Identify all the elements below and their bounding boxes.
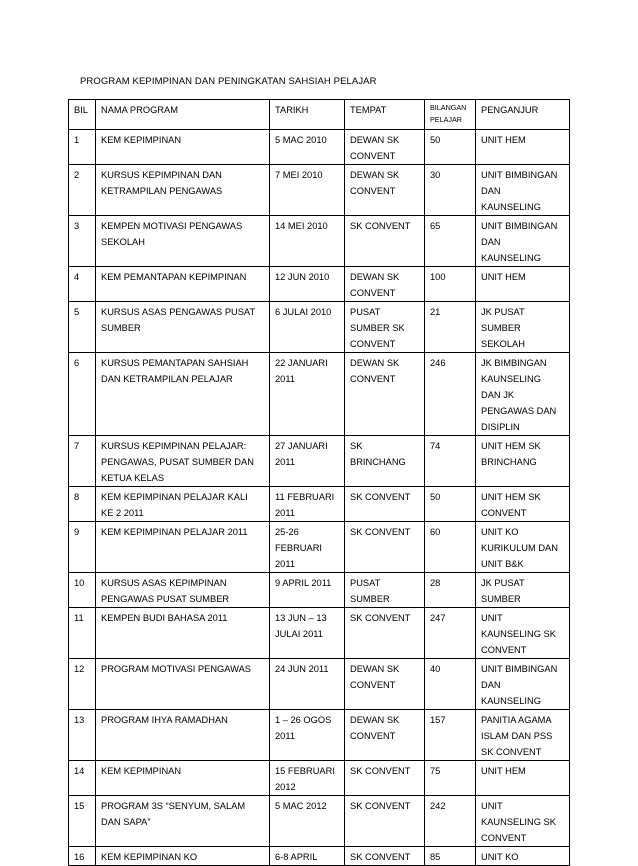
table-row <box>69 165 570 216</box>
table-row <box>69 710 570 761</box>
cell-bil: 11 <box>69 608 96 659</box>
cell-tarikh: 9 APRIL 2011 <box>270 573 345 608</box>
cell-bilangan-pelajar: 30 <box>425 165 476 216</box>
cell-penganjur: PANITIA AGAMA ISLAM DAN PSS SK CONVENT <box>476 710 570 761</box>
table-row <box>69 436 570 487</box>
cell-tarikh: 15 FEBRUARI 2012 <box>270 761 345 796</box>
cell-nama-program: PROGRAM 3S “SENYUM, SALAM DAN SAPA” <box>96 796 270 847</box>
cell-tempat: DEWAN SK CONVENT <box>345 130 425 165</box>
cell-tempat: SK CONVENT <box>345 847 425 866</box>
cell-bilangan-pelajar: 74 <box>425 436 476 487</box>
table-row <box>69 353 570 436</box>
table-row <box>69 302 570 353</box>
cell-penganjur: UNIT KAUNSELING SK CONVENT <box>476 796 570 847</box>
cell-penganjur: UNIT KO KURIKULUM DAN UNIT B&K <box>476 522 570 573</box>
cell-penganjur: JK PUSAT SUMBER SEKOLAH <box>476 302 570 353</box>
cell-tempat: DEWAN SK CONVENT <box>345 353 425 436</box>
table-header-row <box>69 100 570 130</box>
cell-tarikh: 13 JUN – 13 JULAI 2011 <box>270 608 345 659</box>
cell-nama-program: KEM KEPIMPINAN PELAJAR KALI KE 2 2011 <box>96 487 270 522</box>
cell-tarikh: 22 JANUARI 2011 <box>270 353 345 436</box>
cell-tarikh: 1 – 26 OGOS 2011 <box>270 710 345 761</box>
header-penganjur: PENGANJUR <box>476 100 570 130</box>
cell-tarikh: 7 MEI 2010 <box>270 165 345 216</box>
cell-tarikh: 5 MAC 2012 <box>270 796 345 847</box>
cell-penganjur: UNIT HEM SK CONVENT <box>476 487 570 522</box>
cell-bil: 15 <box>69 796 96 847</box>
table-row <box>69 608 570 659</box>
cell-penganjur: UNIT BIMBINGAN DAN KAUNSELING <box>476 165 570 216</box>
cell-penganjur: JK BIMBINGAN KAUNSELING DAN JK PENGAWAS DAN DISIPLIN <box>476 353 570 436</box>
cell-tempat: SK CONVENT <box>345 522 425 573</box>
cell-bilangan-pelajar: 75 <box>425 761 476 796</box>
table-row <box>69 487 570 522</box>
program-table <box>68 99 570 866</box>
cell-tempat: DEWAN SK CONVENT <box>345 710 425 761</box>
cell-bilangan-pelajar: 242 <box>425 796 476 847</box>
cell-bil: 4 <box>69 267 96 302</box>
cell-tempat: DEWAN SK CONVENT <box>345 659 425 710</box>
cell-bilangan-pelajar: 85 <box>425 847 476 866</box>
cell-tempat: SK CONVENT <box>345 761 425 796</box>
cell-penganjur: UNIT HEM <box>476 130 570 165</box>
cell-tempat: PUSAT SUMBER <box>345 573 425 608</box>
header-bil: BIL <box>69 100 96 130</box>
cell-penganjur: UNIT KO <box>476 847 570 866</box>
cell-nama-program: PROGRAM IHYA RAMADHAN <box>96 710 270 761</box>
document-title: PROGRAM KEPIMPINAN DAN PENINGKATAN SAHSIAH PELAJAR <box>80 76 377 87</box>
cell-nama-program: KEMPEN MOTIVASI PENGAWAS SEKOLAH <box>96 216 270 267</box>
cell-nama-program: KEM KEPIMPINAN PELAJAR 2011 <box>96 522 270 573</box>
table-row <box>69 522 570 573</box>
cell-tarikh: 6 JULAI 2010 <box>270 302 345 353</box>
table-row <box>69 847 570 866</box>
cell-bil: 6 <box>69 353 96 436</box>
cell-bilangan-pelajar: 40 <box>425 659 476 710</box>
cell-bil: 7 <box>69 436 96 487</box>
cell-nama-program: KURSUS ASAS KEPIMPINAN PENGAWAS PUSAT SUMBER <box>96 573 270 608</box>
cell-penganjur: JK PUSAT SUMBER <box>476 573 570 608</box>
cell-tempat: PUSAT SUMBER SK CONVENT <box>345 302 425 353</box>
cell-tempat: SK CONVENT <box>345 216 425 267</box>
cell-bilangan-pelajar: 100 <box>425 267 476 302</box>
cell-bil: 16 <box>69 847 96 866</box>
cell-bilangan-pelajar: 50 <box>425 487 476 522</box>
table-body <box>69 130 570 866</box>
header-tempat: TEMPAT <box>345 100 425 130</box>
cell-bil: 2 <box>69 165 96 216</box>
cell-bil: 8 <box>69 487 96 522</box>
table-row <box>69 796 570 847</box>
cell-penganjur: UNIT HEM <box>476 761 570 796</box>
cell-bil: 10 <box>69 573 96 608</box>
cell-bilangan-pelajar: 60 <box>425 522 476 573</box>
cell-nama-program: KEM KEPIMPINAN <box>96 761 270 796</box>
cell-nama-program: KEMPEN BUDI BAHASA 2011 <box>96 608 270 659</box>
cell-bil: 12 <box>69 659 96 710</box>
cell-tarikh: 5 MAC 2010 <box>270 130 345 165</box>
cell-bil: 14 <box>69 761 96 796</box>
cell-tarikh: 11 FEBRUARI 2011 <box>270 487 345 522</box>
cell-tarikh: 12 JUN 2010 <box>270 267 345 302</box>
cell-bilangan-pelajar: 21 <box>425 302 476 353</box>
cell-penganjur: UNIT HEM <box>476 267 570 302</box>
cell-tempat: SK CONVENT <box>345 796 425 847</box>
header-bilangan-pelajar: BILANGAN PELAJAR <box>425 100 476 130</box>
cell-bil: 9 <box>69 522 96 573</box>
cell-nama-program: PROGRAM MOTIVASI PENGAWAS <box>96 659 270 710</box>
cell-tarikh: 6-8 APRIL <box>270 847 345 866</box>
cell-penganjur: UNIT KAUNSELING SK CONVENT <box>476 608 570 659</box>
table-row <box>69 130 570 165</box>
cell-tarikh: 14 MEI 2010 <box>270 216 345 267</box>
cell-tempat: SK CONVENT <box>345 487 425 522</box>
cell-nama-program: KEM PEMANTAPAN KEPIMPINAN <box>96 267 270 302</box>
cell-nama-program: KEM KEPIMPINAN <box>96 130 270 165</box>
cell-penganjur: UNIT HEM SK BRINCHANG <box>476 436 570 487</box>
cell-penganjur: UNIT BIMBINGAN DAN KAUNSELING <box>476 216 570 267</box>
cell-tarikh: 25-26 FEBRUARI 2011 <box>270 522 345 573</box>
table-row <box>69 267 570 302</box>
cell-bilangan-pelajar: 247 <box>425 608 476 659</box>
cell-bilangan-pelajar: 50 <box>425 130 476 165</box>
cell-tempat: DEWAN SK CONVENT <box>345 165 425 216</box>
cell-bil: 13 <box>69 710 96 761</box>
cell-bilangan-pelajar: 157 <box>425 710 476 761</box>
cell-bil: 5 <box>69 302 96 353</box>
table-row <box>69 216 570 267</box>
cell-nama-program: KURSUS KEPIMPINAN DAN KETRAMPILAN PENGAWAS <box>96 165 270 216</box>
cell-tarikh: 24 JUN 2011 <box>270 659 345 710</box>
cell-nama-program: KEM KEPIMPINAN KO <box>96 847 270 866</box>
cell-bil: 3 <box>69 216 96 267</box>
cell-penganjur: UNIT BIMBINGAN DAN KAUNSELING <box>476 659 570 710</box>
cell-tempat: DEWAN SK CONVENT <box>345 267 425 302</box>
table-row <box>69 761 570 796</box>
cell-bilangan-pelajar: 65 <box>425 216 476 267</box>
cell-bilangan-pelajar: 246 <box>425 353 476 436</box>
header-tarikh: TARIKH <box>270 100 345 130</box>
cell-tempat: SK CONVENT <box>345 608 425 659</box>
cell-nama-program: KURSUS PEMANTAPAN SAHSIAH DAN KETRAMPILAN PELAJAR <box>96 353 270 436</box>
table-row <box>69 573 570 608</box>
cell-nama-program: KURSUS ASAS PENGAWAS PUSAT SUMBER <box>96 302 270 353</box>
table-row <box>69 659 570 710</box>
cell-nama-program: KURSUS KEPIMPINAN PELAJAR: PENGAWAS, PUSAT SUMBER DAN KETUA KELAS <box>96 436 270 487</box>
cell-tarikh: 27 JANUARI 2011 <box>270 436 345 487</box>
cell-bil: 1 <box>69 130 96 165</box>
header-nama-program: NAMA PROGRAM <box>96 100 270 130</box>
cell-tempat: SK BRINCHANG <box>345 436 425 487</box>
cell-bilangan-pelajar: 28 <box>425 573 476 608</box>
